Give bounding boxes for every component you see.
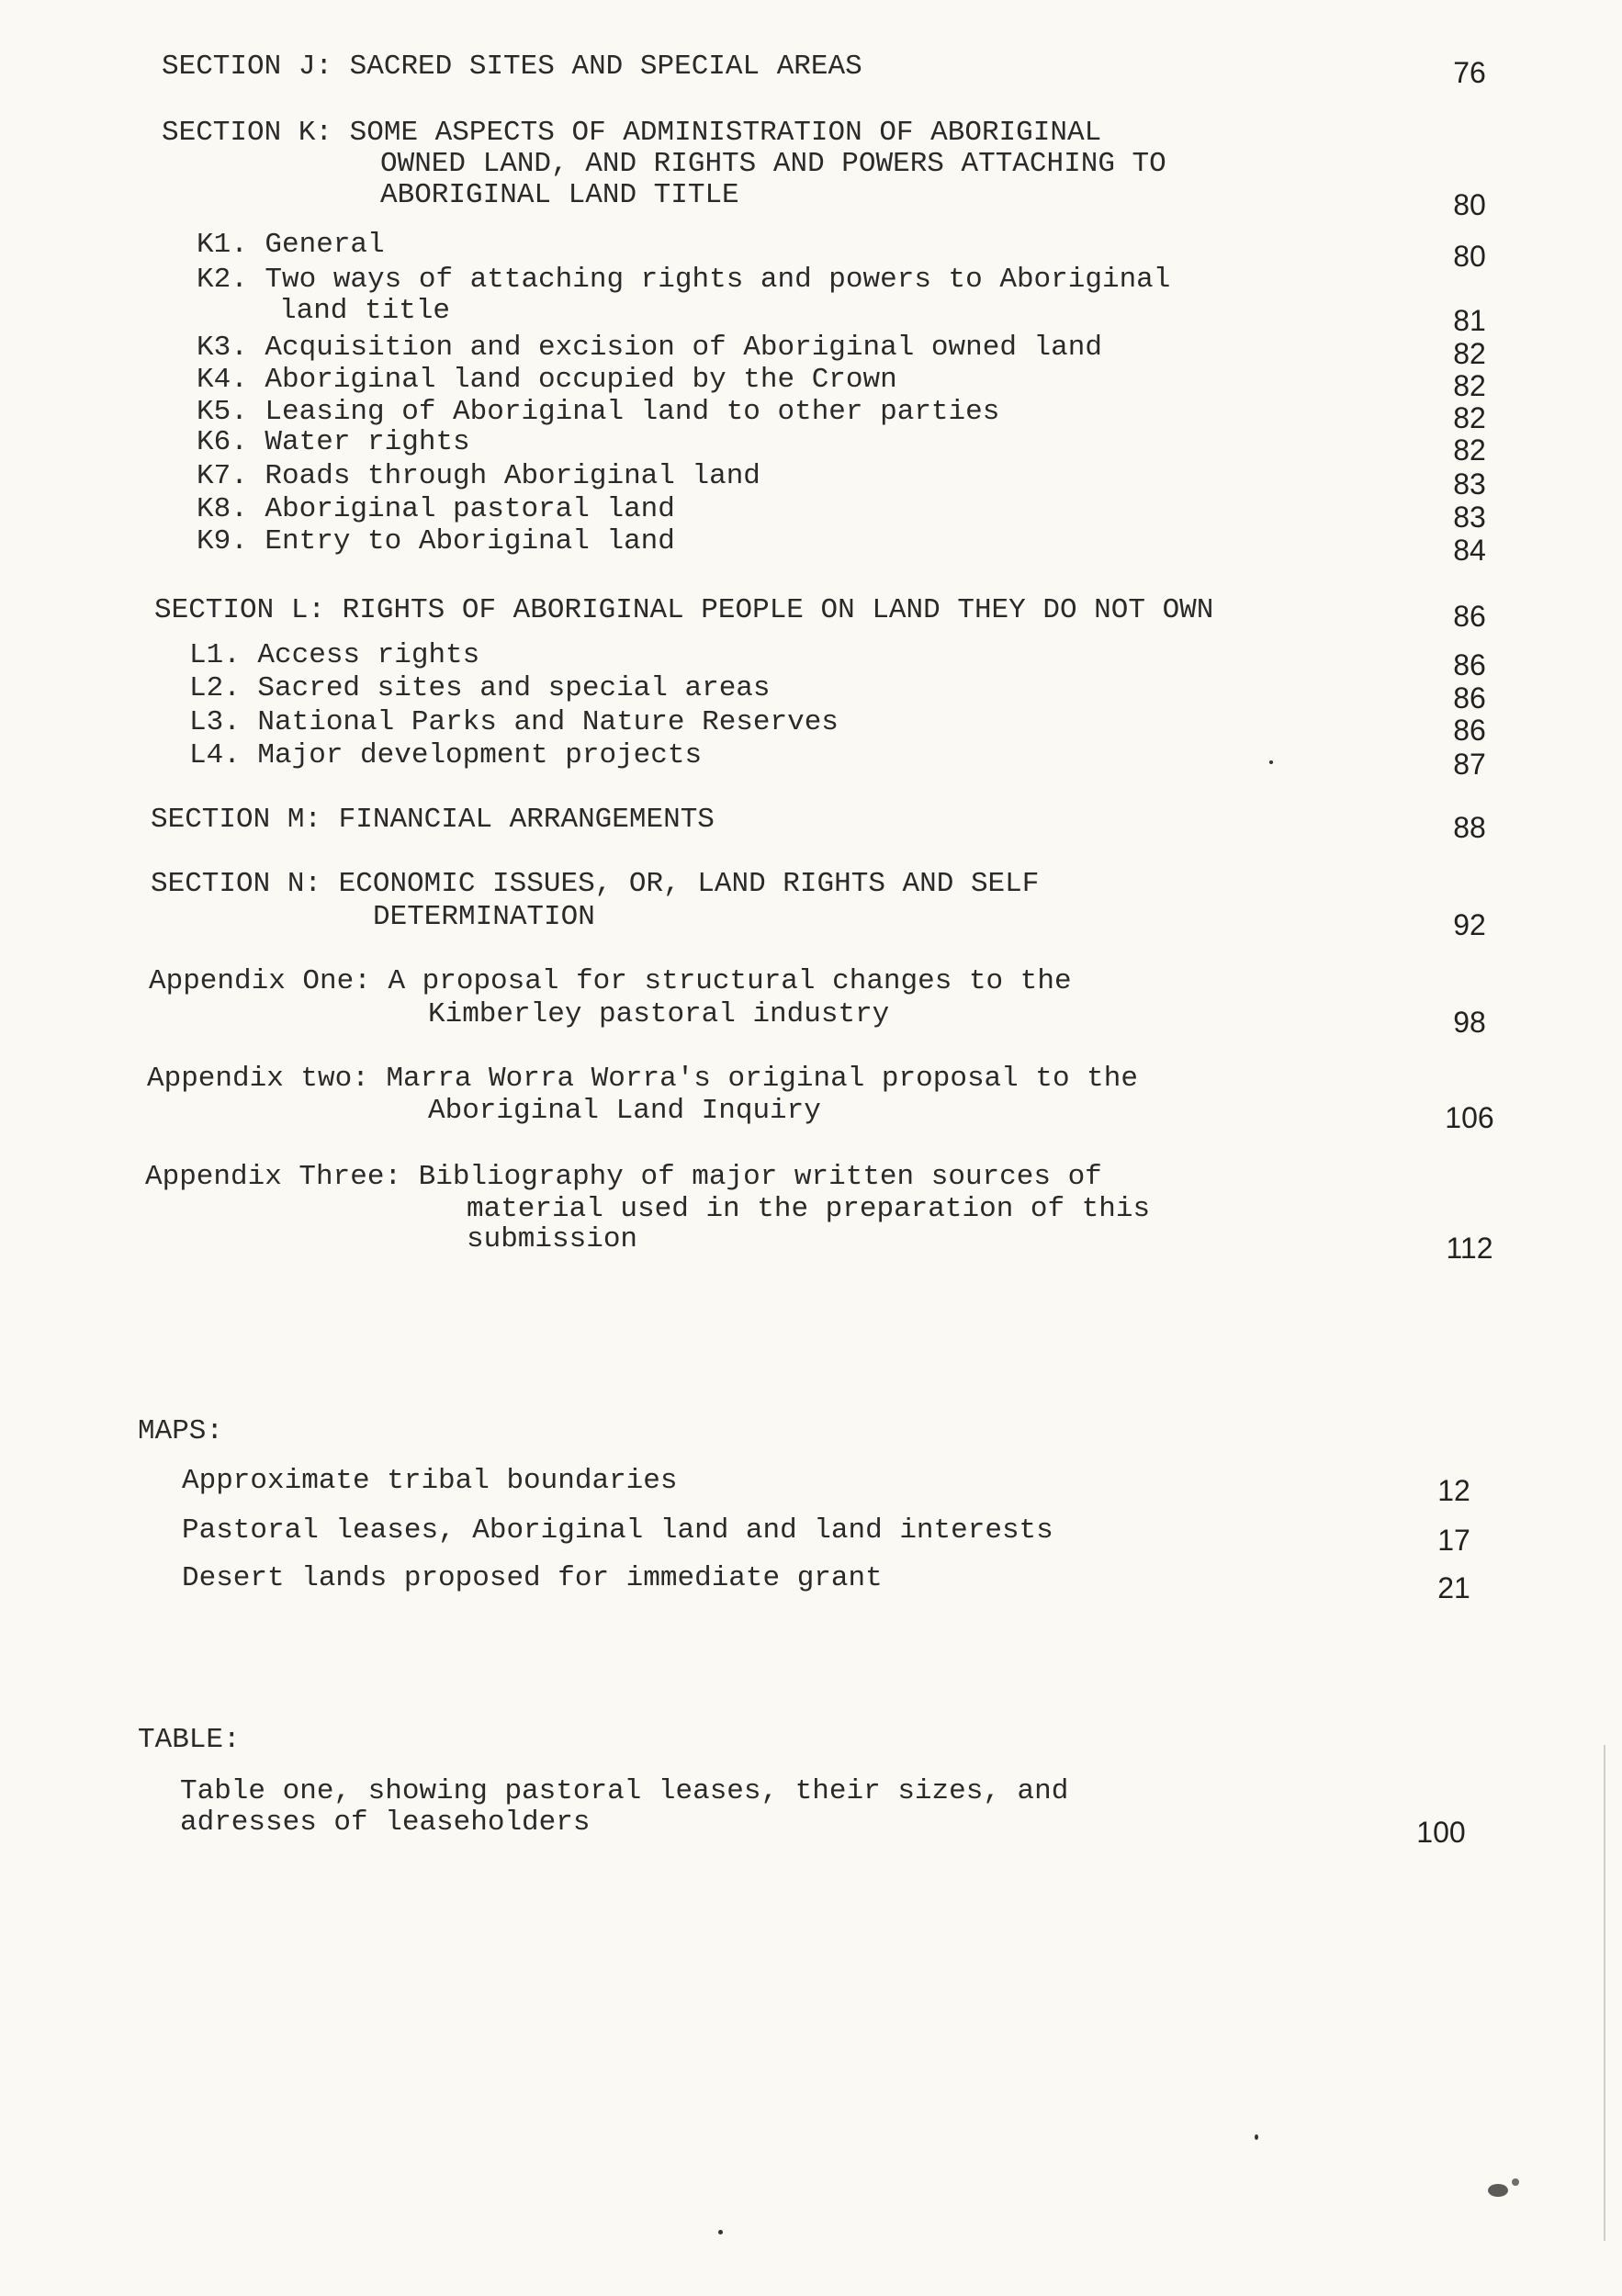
section-l-title: SECTION L: RIGHTS OF ABORIGINAL PEOPLE ON LAND THEY DO NOT OWN xyxy=(154,594,1214,626)
section-n-title-line2: DETERMINATION xyxy=(373,901,595,933)
toc-item-k5-page: 82 xyxy=(1453,401,1486,434)
section-j-title: SECTION J: SACRED SITES AND SPECIAL AREAS xyxy=(162,51,862,83)
scan-edge-line xyxy=(1604,1745,1605,2241)
toc-item-l1: L1. Access rights xyxy=(189,639,480,671)
toc-item-l1-page: 86 xyxy=(1453,648,1486,681)
toc-item-k4-page: 82 xyxy=(1453,369,1486,402)
section-j-page: 76 xyxy=(1453,56,1486,89)
toc-item-k6: K6. Water rights xyxy=(197,426,470,458)
toc-item-k7: K7. Roads through Aboriginal land xyxy=(197,460,760,492)
toc-item-k1-page: 80 xyxy=(1453,240,1486,273)
toc-item-k8: K8. Aboriginal pastoral land xyxy=(197,493,675,525)
appendix-two-page: 106 xyxy=(1445,1101,1494,1134)
toc-item-k2-cont: land title xyxy=(279,295,451,327)
toc-item-l3-page: 86 xyxy=(1453,714,1486,747)
toc-item-l4: L4. Major development projects xyxy=(189,739,703,771)
appendix-three-line1: Appendix Three: Bibliography of major written sources of xyxy=(145,1161,1102,1193)
toc-item-l2: L2. Sacred sites and special areas xyxy=(189,672,771,704)
table-entry-line1: Table one, showing pastoral leases, their sizes, and xyxy=(180,1775,1069,1807)
map-item-2-page: 17 xyxy=(1437,1524,1470,1557)
map-item-1: Approximate tribal boundaries xyxy=(182,1465,678,1497)
section-k-title-line2: OWNED LAND, AND RIGHTS AND POWERS ATTACHING TO xyxy=(380,148,1166,180)
appendix-three-page: 112 xyxy=(1446,1232,1493,1265)
toc-item-k2-page: 81 xyxy=(1453,304,1486,337)
toc-item-k2: K2. Two ways of attaching rights and powers to Aboriginal xyxy=(197,264,1171,296)
table-heading: TABLE: xyxy=(138,1724,241,1756)
map-item-3: Desert lands proposed for immediate grant xyxy=(182,1562,883,1594)
ink-speck xyxy=(1488,2184,1508,2197)
appendix-two-line1: Appendix two: Marra Worra Worra's original proposal to the xyxy=(147,1063,1138,1095)
appendix-two-line2: Aboriginal Land Inquiry xyxy=(428,1095,821,1127)
section-k-title-line1: SECTION K: SOME ASPECTS OF ADMINISTRATION OF ABORIGINAL xyxy=(162,117,1102,149)
toc-item-l3: L3. National Parks and Nature Reserves xyxy=(189,706,839,738)
toc-item-k5: K5. Leasing of Aboriginal land to other parties xyxy=(197,396,1000,428)
toc-item-k1: K1. General xyxy=(197,229,385,261)
toc-item-k8-page: 83 xyxy=(1453,501,1486,534)
map-item-3-page: 21 xyxy=(1437,1571,1470,1604)
toc-item-k3-page: 82 xyxy=(1453,337,1486,370)
toc-item-k9: K9. Entry to Aboriginal land xyxy=(197,525,675,557)
toc-item-l2-page: 86 xyxy=(1453,681,1486,715)
section-k-title-line3: ABORIGINAL LAND TITLE xyxy=(380,179,739,211)
toc-item-k3: K3. Acquisition and excision of Aboriginal owned land xyxy=(197,332,1102,364)
section-l-page: 86 xyxy=(1453,600,1486,633)
section-m-page: 88 xyxy=(1453,811,1486,844)
map-item-1-page: 12 xyxy=(1437,1474,1470,1507)
appendix-one-line2: Kimberley pastoral industry xyxy=(428,998,890,1030)
maps-heading: MAPS: xyxy=(138,1415,224,1447)
ink-speck xyxy=(1269,760,1273,764)
section-n-title-line1: SECTION N: ECONOMIC ISSUES, OR, LAND RIGHTS AND SELF xyxy=(151,868,1040,900)
toc-item-k4: K4. Aboriginal land occupied by the Crown xyxy=(197,364,897,396)
section-k-page: 80 xyxy=(1453,188,1486,221)
table-entry-page: 100 xyxy=(1416,1816,1466,1849)
appendix-one-page: 98 xyxy=(1453,1006,1486,1039)
appendix-three-line3: submission xyxy=(467,1223,638,1255)
section-n-page: 92 xyxy=(1453,908,1486,941)
table-entry-line2: adresses of leaseholders xyxy=(180,1806,591,1839)
toc-item-k9-page: 84 xyxy=(1453,534,1486,567)
ink-speck xyxy=(1512,2178,1519,2186)
toc-item-k6-page: 82 xyxy=(1453,433,1486,467)
ink-speck xyxy=(718,2230,723,2234)
section-m-title: SECTION M: FINANCIAL ARRANGEMENTS xyxy=(151,804,715,836)
appendix-one-line1: Appendix One: A proposal for structural changes to the xyxy=(149,965,1072,997)
map-item-2: Pastoral leases, Aboriginal land and land interests xyxy=(182,1514,1053,1547)
ink-speck xyxy=(1255,2134,1258,2140)
appendix-three-line2: material used in the preparation of this xyxy=(467,1193,1151,1225)
toc-item-k7-page: 83 xyxy=(1453,467,1486,501)
toc-item-l4-page: 87 xyxy=(1453,748,1486,781)
